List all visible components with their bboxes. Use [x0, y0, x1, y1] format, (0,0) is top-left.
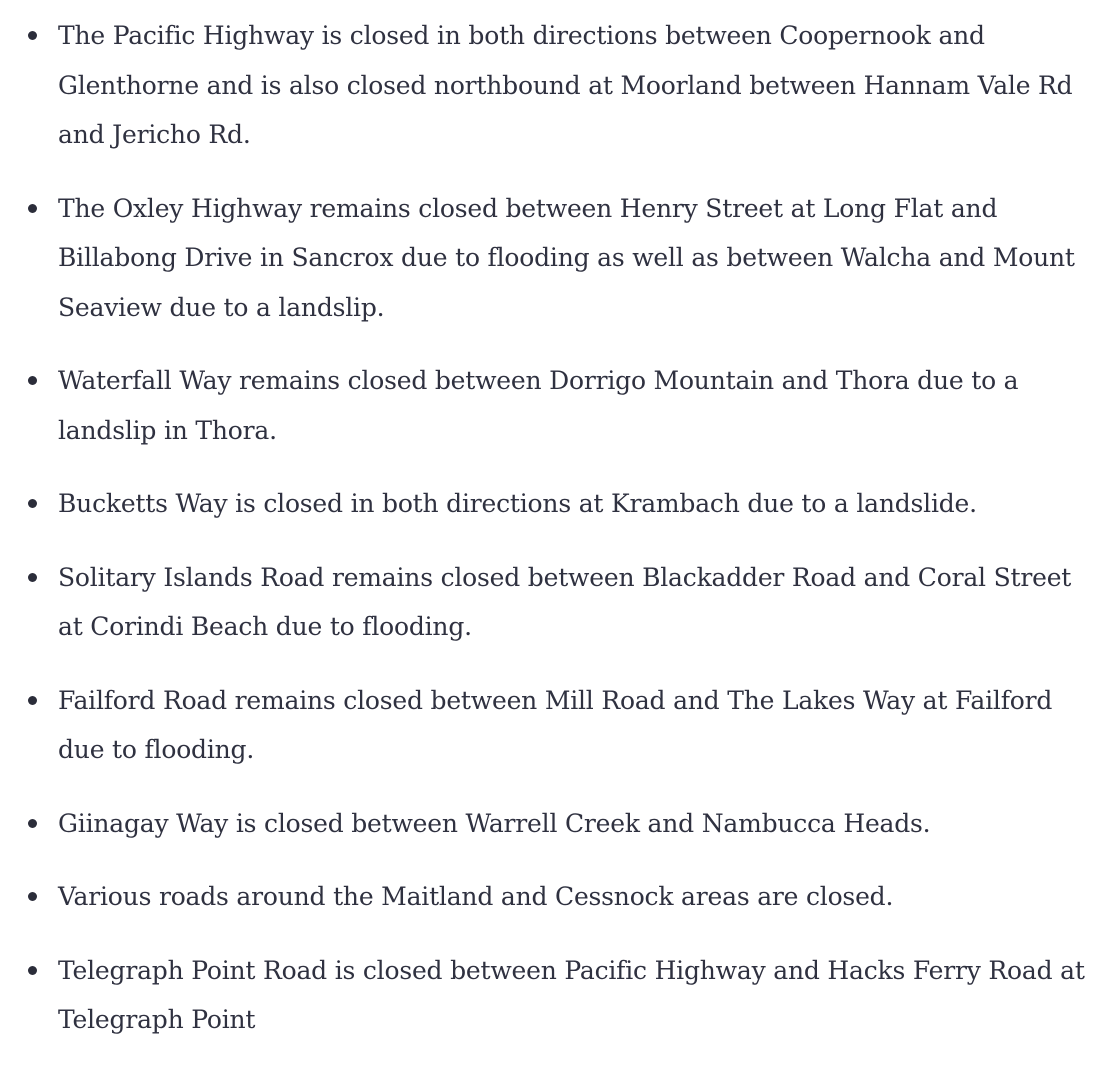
list-item [0, 799, 1108, 849]
closure-text: Telegraph Point Road is closed between Pacific Highway and Hacks Ferry Road at Telegraph Point [58, 955, 1085, 1034]
list-item [0, 356, 1108, 455]
bullet-icon [28, 966, 37, 975]
bullet-icon [28, 376, 37, 385]
list-item [0, 676, 1108, 775]
bullet-icon [28, 31, 37, 40]
bullet-icon [28, 573, 37, 582]
closure-text: The Oxley Highway remains closed between Henry Street at Long Flat and Billabong Drive in Sancrox due to flooding as well as between Walcha and Mount Seaview due to a landslip. [58, 193, 1075, 322]
closure-text: Various roads around the Maitland and Cessnock areas are closed. [58, 882, 894, 911]
closure-text: Bucketts Way is closed in both directions at Krambach due to a landslide. [58, 489, 977, 518]
bullet-icon [28, 499, 37, 508]
bullet-icon [28, 892, 37, 901]
bullet-icon [28, 819, 37, 828]
road-closures-list [0, 11, 1108, 1069]
bullet-icon [28, 204, 37, 213]
bullet-icon [28, 696, 37, 705]
list-item [0, 184, 1108, 333]
list-item [0, 479, 1108, 529]
list-item [0, 11, 1108, 160]
closure-text: Solitary Islands Road remains closed between Blackadder Road and Coral Street at Corindi Beach due to flooding. [58, 562, 1072, 641]
closure-text: Failford Road remains closed between Mill Road and The Lakes Way at Failford due to flooding. [58, 685, 1053, 764]
closure-text: Waterfall Way remains closed between Dorrigo Mountain and Thora due to a landslip in Thora. [58, 366, 1019, 445]
closure-text: The Pacific Highway is closed in both directions between Coopernook and Glenthorne and is also closed northbound at Moorland between Hannam Vale Rd and Jericho Rd. [58, 21, 1073, 149]
list-item [0, 872, 1108, 922]
list-item [0, 553, 1108, 652]
closure-text: Giinagay Way is closed between Warrell Creek and Nambucca Heads. [58, 808, 931, 838]
list-item [0, 946, 1108, 1045]
